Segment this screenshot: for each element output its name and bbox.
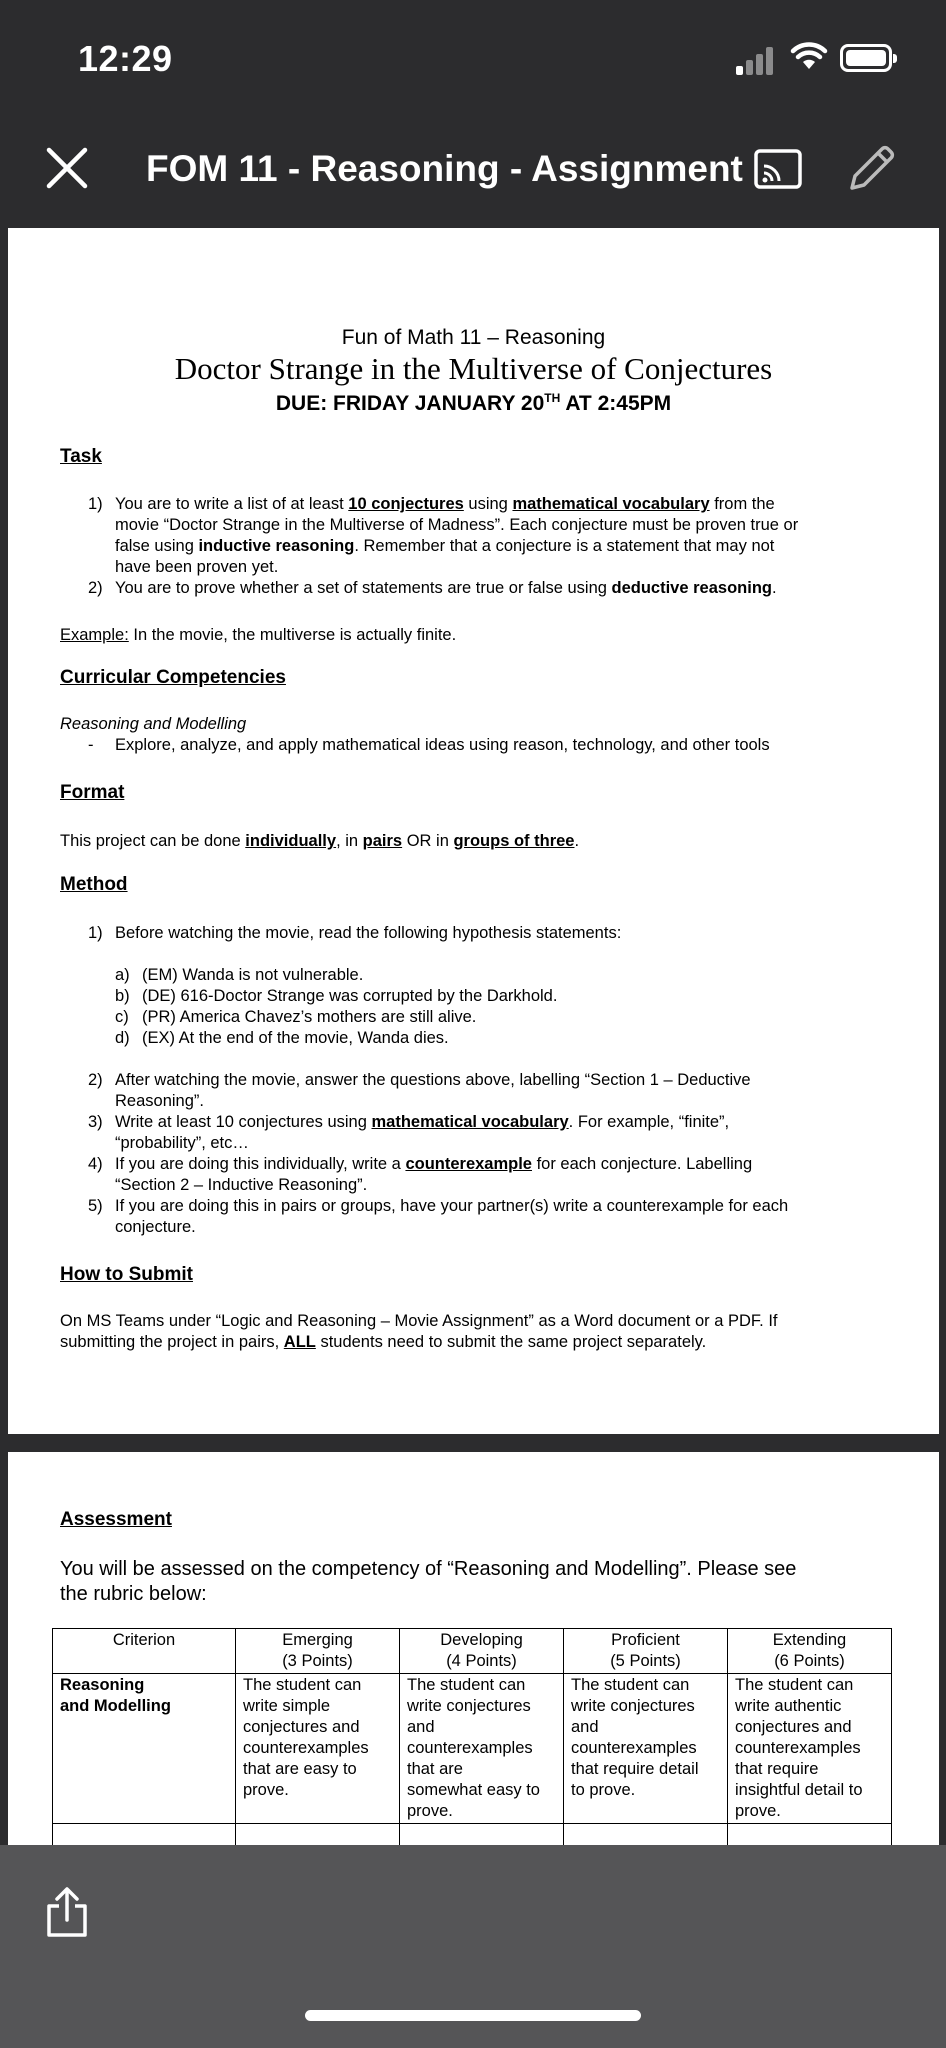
example-line	[60, 625, 456, 646]
text-run: false using	[115, 537, 199, 555]
text-run: . For example, “finite”,	[568, 1113, 730, 1131]
assessment-heading: Assessment	[60, 1509, 172, 1530]
level-name: Extending	[772, 1631, 847, 1649]
wifi-icon	[790, 42, 828, 72]
level-name: Emerging	[282, 1631, 353, 1649]
due-date-suffix: AT 2:45PM	[560, 392, 672, 415]
submit-line-1: On MS Teams under “Logic and Reasoning – Movie Assignment” as a Word document or a PDF. If	[60, 1312, 778, 1330]
method-step-4-num: 4)	[88, 1155, 103, 1173]
cell-line: prove.	[407, 1802, 453, 1820]
method-step-2-line-1: After watching the movie, answer the questions above, labelling “Section 1 – Deductive	[115, 1071, 751, 1089]
task-item-1-line-1	[115, 494, 775, 515]
text-run: for each conjecture. Labelling	[531, 1155, 753, 1173]
cast-icon[interactable]	[754, 149, 802, 189]
doc-main-title: Doctor Strange in the Multiverse of Conjectures	[174, 351, 773, 386]
rubric-cell-extending	[728, 1674, 892, 1824]
task-item-1-line-3	[115, 536, 774, 557]
text-run: Write at least 10 conjectures using	[115, 1113, 372, 1131]
format-heading: Format	[60, 782, 125, 803]
cell-line: and	[407, 1718, 435, 1736]
task-item-1-num: 1)	[88, 495, 103, 513]
text-run: In the movie, the multiverse is actually finite.	[128, 626, 457, 644]
method-step-5-num: 5)	[88, 1197, 103, 1215]
text-run: You are to write a list of at least	[115, 495, 349, 513]
method-step-1: Before watching the movie, read the following hypothesis statements:	[115, 924, 622, 942]
text-run: Example:	[60, 626, 129, 644]
text-run: from the	[709, 495, 775, 513]
hypothesis-c: (PR) America Chavez’s mothers are still alive.	[142, 1008, 477, 1026]
cell-line: to prove.	[571, 1781, 636, 1799]
edit-pencil-icon[interactable]	[844, 142, 898, 196]
assessment-line-1: You will be assessed on the competency of “Reasoning and Modelling”. Please see	[60, 1558, 797, 1580]
competencies-heading: Curricular Competencies	[60, 667, 286, 688]
cell-line: counterexamples	[243, 1739, 369, 1757]
cell-line: write conjectures	[407, 1697, 531, 1715]
document-page-1	[8, 228, 939, 1434]
cell-line: counterexamples	[571, 1739, 697, 1757]
cell-line: insightful detail to	[735, 1781, 863, 1799]
home-indicator[interactable]	[305, 2010, 641, 2021]
method-step-2-num: 2)	[88, 1071, 103, 1089]
cell-line: that require	[735, 1760, 819, 1778]
task-item-1-line-2: movie “Doctor Strange in the Multiverse of Madness”. Each conjecture must be proven true or	[115, 516, 799, 534]
text-run: pairs	[362, 832, 403, 850]
document-title: FOM 11 - Reasoning - Assignment	[146, 148, 743, 189]
method-heading: Method	[60, 874, 128, 895]
rubric-header-criterion	[53, 1629, 236, 1674]
cell-line: conjectures and	[243, 1718, 360, 1736]
competencies-dash: -	[88, 736, 94, 754]
rubric-header-proficient	[564, 1629, 728, 1674]
text-run: OR in	[402, 832, 454, 850]
cell-line: counterexamples	[407, 1739, 533, 1757]
close-icon[interactable]	[44, 145, 90, 191]
competencies-item: Explore, analyze, and apply mathematical ideas using reason, technology, and other tools	[115, 736, 770, 754]
due-date-prefix: DUE: FRIDAY JANUARY 20	[275, 392, 545, 415]
cell-line: write conjectures	[571, 1697, 695, 1715]
text-run: 10 conjectures	[348, 495, 464, 513]
rubric-header-extending	[728, 1629, 892, 1674]
rubric-table	[52, 1628, 892, 1845]
text-run: .	[574, 832, 580, 850]
task-item-2	[115, 578, 777, 599]
hypothesis-a: (EM) Wanda is not vulnerable.	[142, 966, 364, 984]
level-points: (6 Points)	[774, 1652, 845, 1670]
rubric-empty-cell	[53, 1824, 236, 1846]
method-step-5-line-1: If you are doing this in pairs or groups, have your partner(s) write a counterexample for each	[115, 1197, 789, 1215]
cell-line: conjectures and	[735, 1718, 852, 1736]
cellular-signal-icon	[736, 45, 776, 75]
competencies-sub: Reasoning and Modelling	[60, 715, 247, 733]
task-item-1-line-4: have been proven yet.	[115, 558, 279, 576]
rubric-header-emerging	[236, 1629, 400, 1674]
level-points: (5 Points)	[610, 1652, 681, 1670]
cell-line: and	[571, 1718, 599, 1736]
share-icon[interactable]	[44, 1886, 90, 1940]
task-item-2-num: 2)	[88, 579, 103, 597]
document-page-2	[8, 1452, 939, 1845]
level-name: Proficient	[611, 1631, 680, 1649]
doc-subtitle: Fun of Math 11 – Reasoning	[341, 326, 606, 349]
format-text	[60, 831, 579, 852]
assessment-line-2: the rubric below:	[60, 1583, 207, 1605]
cell-line: that require detail	[571, 1760, 699, 1778]
submit-heading: How to Submit	[60, 1264, 193, 1285]
row-label-line: Reasoning	[60, 1676, 145, 1694]
text-run: You are to prove whether a set of statements are true or false using	[115, 579, 612, 597]
text-run: , in	[336, 832, 363, 850]
rubric-empty-cell	[236, 1824, 400, 1846]
text-run: . Remember that a conjecture is a statement that may not	[354, 537, 775, 555]
submit-line-2	[60, 1332, 706, 1353]
rubric-row-next	[53, 1824, 892, 1846]
cell-line: The student can	[571, 1676, 690, 1694]
hypothesis-d: (EX) At the end of the movie, Wanda dies.	[142, 1029, 449, 1047]
rubric-cell-developing	[400, 1674, 564, 1824]
cell-line: that are	[407, 1760, 463, 1778]
method-step-5-line-2: conjecture.	[115, 1218, 196, 1236]
level-points: (3 Points)	[282, 1652, 353, 1670]
rubric-empty-cell	[564, 1824, 728, 1846]
level-name: Developing	[440, 1631, 523, 1649]
method-step-4-line-1	[115, 1154, 752, 1175]
row-label-line: and Modelling	[60, 1697, 171, 1715]
cell-line: prove.	[243, 1781, 289, 1799]
hypothesis-b-letter: b)	[115, 987, 130, 1005]
cell-line: The student can	[407, 1676, 526, 1694]
text-run: This project can be done	[60, 832, 246, 850]
text-run: submitting the project in pairs,	[60, 1333, 284, 1351]
method-step-1-num: 1)	[88, 924, 103, 942]
text-run: groups of three	[453, 832, 575, 850]
rubric-cell-emerging	[236, 1674, 400, 1824]
status-bar	[0, 0, 946, 120]
rubric-empty-cell	[400, 1824, 564, 1846]
cell-line: somewhat easy to	[407, 1781, 540, 1799]
method-step-3-line-1	[115, 1112, 729, 1133]
text-run: ALL	[283, 1333, 316, 1351]
level-points: (4 Points)	[446, 1652, 517, 1670]
battery-icon	[840, 44, 892, 72]
due-date	[8, 391, 939, 416]
method-step-3-num: 3)	[88, 1113, 103, 1131]
cell-line: prove.	[735, 1802, 781, 1820]
text-run: mathematical vocabulary	[512, 495, 710, 513]
rubric-header-developing	[400, 1629, 564, 1674]
hypothesis-d-letter: d)	[115, 1029, 130, 1047]
cell-line: write simple	[243, 1697, 331, 1715]
text-run: mathematical vocabulary	[371, 1113, 569, 1131]
cell-line: The student can	[243, 1676, 362, 1694]
method-step-4-line-2: “Section 2 – Inductive Reasoning”.	[115, 1176, 368, 1194]
hypothesis-b: (DE) 616-Doctor Strange was corrupted by the Darkhold.	[142, 987, 558, 1005]
cell-line: The student can	[735, 1676, 854, 1694]
text-run: inductive reasoning	[198, 537, 355, 555]
rubric-header-row	[53, 1629, 892, 1674]
rubric-row-label	[53, 1674, 236, 1824]
rubric-criterion-label: Criterion	[112, 1631, 176, 1649]
cell-line: that are easy to	[243, 1760, 357, 1778]
cell-line: counterexamples	[735, 1739, 861, 1757]
status-time: 12:29	[78, 38, 173, 79]
cell-line: write authentic	[735, 1697, 842, 1715]
due-date-sup: TH	[544, 391, 561, 405]
text-run: .	[771, 579, 777, 597]
hypothesis-c-letter: c)	[115, 1008, 129, 1026]
text-run: students need to submit the same project separately.	[315, 1333, 707, 1351]
hypothesis-a-letter: a)	[115, 966, 130, 984]
rubric-cell-proficient	[564, 1674, 728, 1824]
method-step-3-line-2: “probability”, etc…	[115, 1134, 249, 1152]
rubric-row-reasoning	[53, 1674, 892, 1824]
text-run: individually	[245, 832, 337, 850]
task-heading: Task	[60, 446, 102, 467]
rubric-empty-cell	[728, 1824, 892, 1846]
text-run: counterexample	[405, 1155, 532, 1173]
method-step-2-line-2: Reasoning”.	[115, 1092, 204, 1110]
text-run: deductive reasoning	[611, 579, 772, 597]
text-run: If you are doing this individually, write a	[115, 1155, 406, 1173]
text-run: using	[463, 495, 513, 513]
